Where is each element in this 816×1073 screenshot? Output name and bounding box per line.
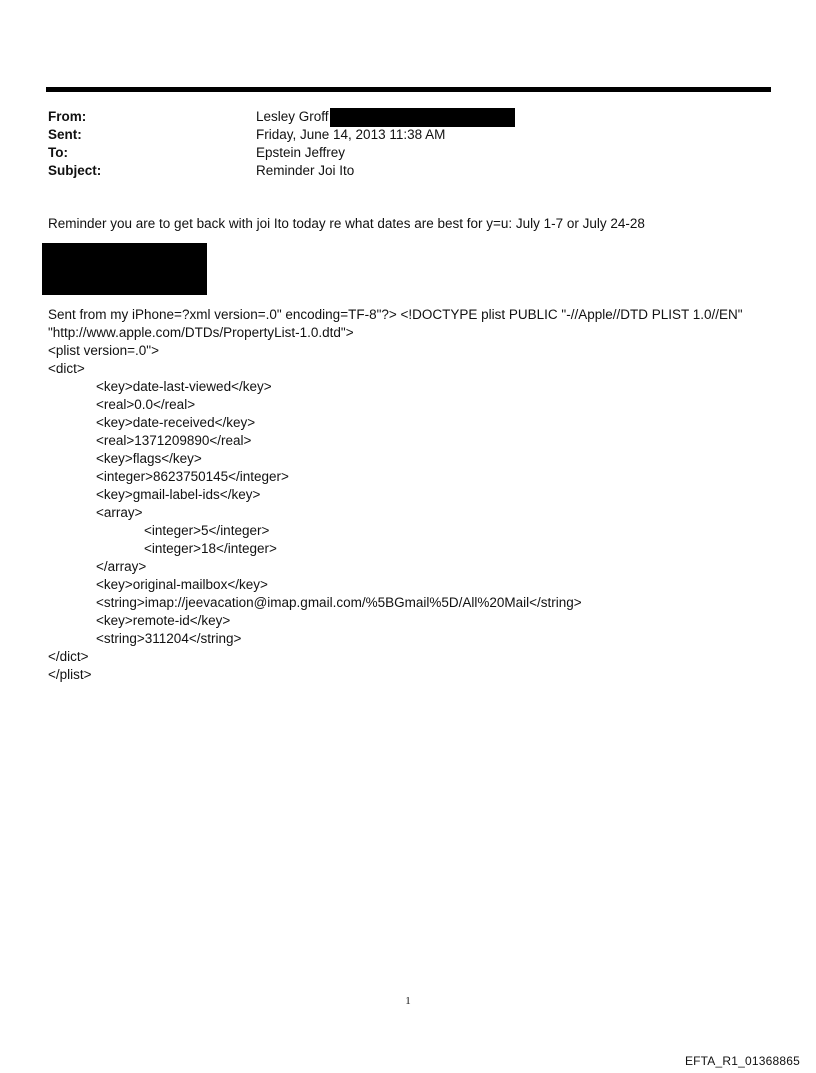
redaction-block (42, 243, 207, 295)
subject-value: Reminder Joi Ito (256, 163, 355, 178)
plist-line: <integer>5</integer> (144, 523, 270, 538)
page-number: 1 (405, 995, 411, 1007)
to-value: Epstein Jeffrey (256, 145, 346, 160)
plist-line: </array> (96, 559, 147, 574)
header-rule (46, 87, 771, 92)
sent-label: Sent: (48, 127, 82, 142)
plist-line: <key>original-mailbox</key> (96, 577, 268, 592)
plist-line: Sent from my iPhone=?xml version=.0" encoding=TF-8"?> <!DOCTYPE plist PUBLIC "-//Apple//DTD PLIST 1.0//EN" (48, 307, 743, 322)
subject-row (48, 162, 515, 180)
plist-line: <key>flags</key> (96, 451, 202, 466)
plist-line: <integer>18</integer> (144, 541, 277, 556)
plist-line: <string>imap://jeevacation@imap.gmail.com/%5BGmail%5D/All%20Mail</string> (96, 595, 582, 610)
plist-line: <integer>8623750145</integer> (96, 469, 289, 484)
email-header (48, 108, 515, 180)
to-row (48, 144, 515, 162)
sent-value: Friday, June 14, 2013 11:38 AM (256, 127, 446, 142)
plist-line: </dict> (48, 649, 89, 664)
plist-line: <real>1371209890</real> (96, 433, 252, 448)
plist-block (48, 306, 743, 684)
to-label: To: (48, 145, 68, 160)
message-body: Reminder you are to get back with joi Ito today re what dates are best for y=u: July 1-7 or July 24-28 (48, 216, 645, 231)
plist-line: <key>gmail-label-ids</key> (96, 487, 261, 502)
plist-line: <key>remote-id</key> (96, 613, 231, 628)
from-label: From: (48, 109, 87, 124)
from-value (256, 108, 515, 126)
plist-line: <string>311204</string> (96, 631, 242, 646)
subject-label: Subject: (48, 163, 102, 178)
plist-line: <real>0.0</real> (96, 397, 196, 412)
plist-line: <dict> (48, 361, 85, 376)
plist-line: "http://www.apple.com/DTDs/PropertyList-1.0.dtd"> (48, 325, 354, 340)
document-id: EFTA_R1_01368865 (684, 1054, 800, 1068)
redaction-bar (330, 108, 515, 127)
from-row (48, 108, 515, 126)
plist-line: <plist version=.0"> (48, 343, 159, 358)
plist-line: <key>date-received</key> (96, 415, 256, 430)
sent-row (48, 126, 515, 144)
plist-line: </plist> (48, 667, 92, 682)
plist-line: <key>date-last-viewed</key> (96, 379, 272, 394)
from-name: Lesley Groff (256, 109, 329, 124)
plist-line: <array> (96, 505, 143, 520)
